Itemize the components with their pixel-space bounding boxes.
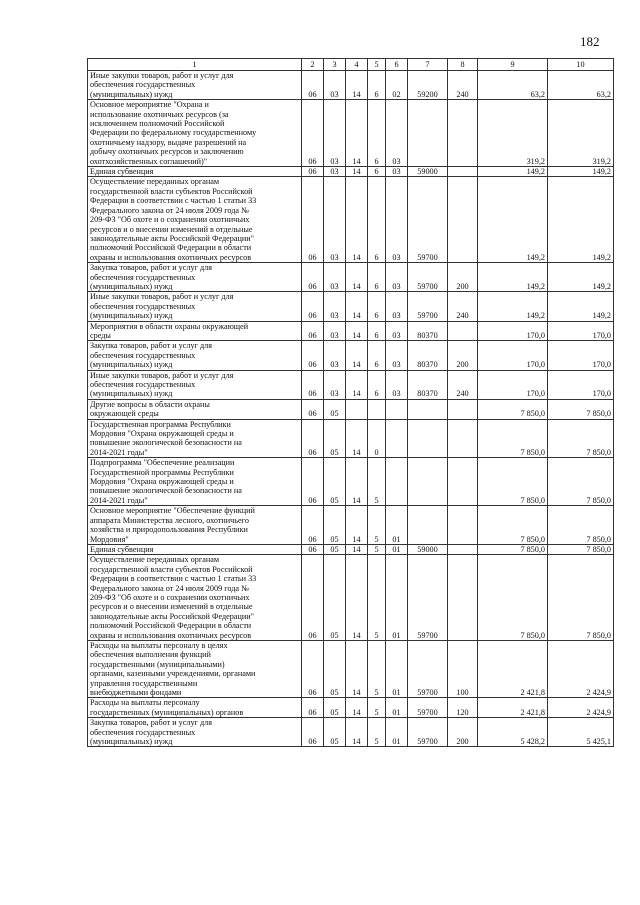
row-cell-col-5 — [368, 399, 386, 419]
row-name-cell: Иные закупки товаров, работ и услуг для обеспечения государственных (муниципальных) нужд — [88, 71, 302, 100]
row-cell-col-9: 2 421,8 — [478, 698, 548, 718]
table-row — [88, 506, 614, 545]
row-cell-col-8: 240 — [448, 71, 478, 100]
row-cell-col-2: 06 — [302, 458, 324, 506]
row-cell-col-9: 149,2 — [478, 292, 548, 321]
row-cell-col-4: 14 — [346, 341, 368, 370]
row-cell-col-6: 03 — [386, 100, 408, 167]
row-cell-col-6: 01 — [386, 544, 408, 554]
row-cell-col-2: 06 — [302, 698, 324, 718]
row-cell-col-4: 14 — [346, 100, 368, 167]
row-cell-col-6: 03 — [386, 321, 408, 341]
row-cell-col-4: 14 — [346, 177, 368, 263]
row-cell-col-10: 7 850,0 — [548, 399, 614, 419]
row-cell-col-8: 200 — [448, 263, 478, 292]
column-header-6: 6 — [386, 59, 408, 71]
row-cell-col-3: 05 — [324, 640, 346, 697]
row-cell-col-4: 14 — [346, 555, 368, 641]
table-row — [88, 640, 614, 697]
row-cell-col-6 — [386, 399, 408, 419]
row-cell-col-5: 6 — [368, 100, 386, 167]
row-cell-col-8 — [448, 544, 478, 554]
row-name-cell: Государственная программа Республики Мордовия "Охрана окружающей среды и повышение экологической безопасности на 2014-2021 годы" — [88, 419, 302, 458]
row-cell-col-9: 7 850,0 — [478, 419, 548, 458]
table-row — [88, 321, 614, 341]
table-row — [88, 399, 614, 419]
row-cell-col-2: 06 — [302, 555, 324, 641]
row-cell-col-9: 63,2 — [478, 71, 548, 100]
row-name-cell: Закупка товаров, работ и услуг для обеспечения государственных (муниципальных) нужд — [88, 341, 302, 370]
row-cell-col-7: 80370 — [408, 341, 448, 370]
row-cell-col-10: 2 424,9 — [548, 640, 614, 697]
row-cell-col-10: 149,2 — [548, 167, 614, 177]
row-cell-col-2: 06 — [302, 370, 324, 399]
row-cell-col-7: 59700 — [408, 640, 448, 697]
table-row — [88, 419, 614, 458]
row-cell-col-4: 14 — [346, 167, 368, 177]
row-cell-col-3: 03 — [324, 100, 346, 167]
row-cell-col-5: 6 — [368, 71, 386, 100]
row-name-cell: Единая субвенция — [88, 167, 302, 177]
row-cell-col-7: 59700 — [408, 718, 448, 747]
table-row — [88, 718, 614, 747]
row-cell-col-2: 06 — [302, 321, 324, 341]
row-cell-col-6: 01 — [386, 698, 408, 718]
row-cell-col-7: 59700 — [408, 177, 448, 263]
row-cell-col-7: 59200 — [408, 71, 448, 100]
row-cell-col-6: 01 — [386, 640, 408, 697]
row-cell-col-6: 03 — [386, 341, 408, 370]
column-header-1: 1 — [88, 59, 302, 71]
row-cell-col-9: 149,2 — [478, 167, 548, 177]
row-cell-col-5: 5 — [368, 555, 386, 641]
column-header-9: 9 — [478, 59, 548, 71]
row-cell-col-4: 14 — [346, 419, 368, 458]
row-cell-col-5: 6 — [368, 341, 386, 370]
row-cell-col-9: 149,2 — [478, 177, 548, 263]
row-cell-col-10: 170,0 — [548, 321, 614, 341]
row-cell-col-6: 01 — [386, 555, 408, 641]
row-cell-col-4: 14 — [346, 263, 368, 292]
row-cell-col-6 — [386, 458, 408, 506]
row-cell-col-2: 06 — [302, 292, 324, 321]
row-cell-col-8: 100 — [448, 640, 478, 697]
row-cell-col-6: 03 — [386, 167, 408, 177]
row-cell-col-4: 14 — [346, 71, 368, 100]
row-cell-col-9: 7 850,0 — [478, 555, 548, 641]
row-cell-col-9: 149,2 — [478, 263, 548, 292]
row-cell-col-3: 03 — [324, 263, 346, 292]
row-cell-col-7: 59700 — [408, 698, 448, 718]
row-name-cell: Закупка товаров, работ и услуг для обеспечения государственных (муниципальных) нужд — [88, 718, 302, 747]
row-cell-col-10: 149,2 — [548, 263, 614, 292]
row-cell-col-9: 170,0 — [478, 321, 548, 341]
row-name-cell: Основное мероприятие "Обеспечение функций аппарата Министерства лесного, охотничьего хозяйства и природопользования Республики Мордовия" — [88, 506, 302, 545]
row-cell-col-8: 120 — [448, 698, 478, 718]
row-cell-col-5: 5 — [368, 506, 386, 545]
page-number: 182 — [580, 34, 600, 49]
row-cell-col-10: 149,2 — [548, 292, 614, 321]
row-cell-col-3: 05 — [324, 555, 346, 641]
row-cell-col-7 — [408, 100, 448, 167]
row-cell-col-3: 03 — [324, 71, 346, 100]
row-cell-col-8: 200 — [448, 718, 478, 747]
row-cell-col-10: 2 424,9 — [548, 698, 614, 718]
row-cell-col-8 — [448, 458, 478, 506]
row-cell-col-6: 03 — [386, 292, 408, 321]
table-row — [88, 458, 614, 506]
row-cell-col-10: 7 850,0 — [548, 458, 614, 506]
row-cell-col-5: 5 — [368, 640, 386, 697]
row-cell-col-9: 170,0 — [478, 370, 548, 399]
row-name-cell: Мероприятия в области охраны окружающей среды — [88, 321, 302, 341]
budget-table — [87, 58, 614, 747]
row-name-cell: Осуществление переданных органам государственной власти субъектов Российской Федерации в соответствии с частью 1 статьи 33 Федерального закона от 24 июля 2009 года № 209-ФЗ "Об охоте и о сохранении охотничьих ресурсов и о внесении изменений в отдельные законодательные акты Российской Федерации" полномочий Российской Федерации в области охраны и использования охотничьих ресурсов — [88, 555, 302, 641]
row-cell-col-7: 59000 — [408, 544, 448, 554]
row-cell-col-8: 240 — [448, 292, 478, 321]
row-cell-col-10: 7 850,0 — [548, 506, 614, 545]
row-cell-col-2: 06 — [302, 718, 324, 747]
table-row — [88, 698, 614, 718]
table-row — [88, 71, 614, 100]
row-cell-col-10: 63,2 — [548, 71, 614, 100]
row-cell-col-7 — [408, 399, 448, 419]
row-name-cell: Расходы на выплаты персоналу государственных (муниципальных) органов — [88, 698, 302, 718]
row-cell-col-7: 80370 — [408, 321, 448, 341]
row-cell-col-3: 05 — [324, 458, 346, 506]
row-cell-col-10: 149,2 — [548, 177, 614, 263]
row-name-cell: Другие вопросы в области охраны окружающей среды — [88, 399, 302, 419]
row-cell-col-7: 59700 — [408, 555, 448, 641]
row-cell-col-6: 01 — [386, 506, 408, 545]
row-cell-col-4: 14 — [346, 640, 368, 697]
row-cell-col-5: 6 — [368, 292, 386, 321]
row-cell-col-4: 14 — [346, 370, 368, 399]
row-cell-col-6: 03 — [386, 263, 408, 292]
table-row — [88, 555, 614, 641]
row-cell-col-3: 05 — [324, 506, 346, 545]
row-cell-col-9: 7 850,0 — [478, 399, 548, 419]
row-cell-col-8 — [448, 100, 478, 167]
row-cell-col-2: 06 — [302, 506, 324, 545]
row-cell-col-2: 06 — [302, 177, 324, 263]
row-cell-col-8: 200 — [448, 341, 478, 370]
row-cell-col-5: 5 — [368, 718, 386, 747]
row-cell-col-9: 319,2 — [478, 100, 548, 167]
table-row — [88, 100, 614, 167]
row-cell-col-5: 6 — [368, 370, 386, 399]
row-cell-col-4 — [346, 399, 368, 419]
row-cell-col-4: 14 — [346, 506, 368, 545]
row-cell-col-5: 6 — [368, 263, 386, 292]
row-name-cell: Иные закупки товаров, работ и услуг для обеспечения государственных (муниципальных) нужд — [88, 292, 302, 321]
row-cell-col-7: 59700 — [408, 292, 448, 321]
row-cell-col-2: 06 — [302, 544, 324, 554]
row-name-cell: Подпрограмма "Обеспечение реализации Государственной программы Республики Мордовия "Охрана окружающей среды и повышение экологической безопасности на 2014-2021 годы" — [88, 458, 302, 506]
row-cell-col-5: 6 — [368, 167, 386, 177]
table-row — [88, 370, 614, 399]
column-header-7: 7 — [408, 59, 448, 71]
row-cell-col-7 — [408, 458, 448, 506]
row-cell-col-6: 03 — [386, 177, 408, 263]
row-cell-col-4: 14 — [346, 544, 368, 554]
row-cell-col-8: 240 — [448, 370, 478, 399]
row-name-cell: Расходы на выплаты персоналу в целях обеспечения выполнения функций государственными (муниципальными) органами, казенными учреждениями, органами управления государственными внебюджетными фондами — [88, 640, 302, 697]
row-cell-col-5: 0 — [368, 419, 386, 458]
row-cell-col-2: 06 — [302, 167, 324, 177]
column-header-5: 5 — [368, 59, 386, 71]
row-cell-col-7: 59700 — [408, 263, 448, 292]
row-cell-col-9: 5 428,2 — [478, 718, 548, 747]
row-cell-col-2: 06 — [302, 100, 324, 167]
row-cell-col-3: 05 — [324, 718, 346, 747]
row-cell-col-4: 14 — [346, 718, 368, 747]
table-row — [88, 167, 614, 177]
table-row — [88, 544, 614, 554]
row-cell-col-6: 01 — [386, 718, 408, 747]
row-cell-col-2: 06 — [302, 419, 324, 458]
row-cell-col-10: 170,0 — [548, 370, 614, 399]
row-cell-col-10: 7 850,0 — [548, 544, 614, 554]
row-cell-col-7: 80370 — [408, 370, 448, 399]
row-cell-col-9: 7 850,0 — [478, 544, 548, 554]
row-cell-col-5: 5 — [368, 698, 386, 718]
row-name-cell: Иные закупки товаров, работ и услуг для обеспечения государственных (муниципальных) нужд — [88, 370, 302, 399]
row-cell-col-5: 5 — [368, 458, 386, 506]
row-cell-col-3: 05 — [324, 698, 346, 718]
column-header-3: 3 — [324, 59, 346, 71]
row-cell-col-3: 05 — [324, 419, 346, 458]
row-cell-col-3: 03 — [324, 341, 346, 370]
row-cell-col-4: 14 — [346, 698, 368, 718]
row-cell-col-3: 03 — [324, 292, 346, 321]
row-cell-col-10: 319,2 — [548, 100, 614, 167]
row-cell-col-4: 14 — [346, 292, 368, 321]
column-header-8: 8 — [448, 59, 478, 71]
row-cell-col-3: 03 — [324, 370, 346, 399]
row-cell-col-2: 06 — [302, 263, 324, 292]
row-cell-col-4: 14 — [346, 321, 368, 341]
table-row — [88, 263, 614, 292]
row-cell-col-6: 02 — [386, 71, 408, 100]
column-header-4: 4 — [346, 59, 368, 71]
row-cell-col-8 — [448, 506, 478, 545]
row-cell-col-6 — [386, 419, 408, 458]
row-cell-col-3: 03 — [324, 321, 346, 341]
row-cell-col-5: 5 — [368, 544, 386, 554]
row-cell-col-3: 05 — [324, 399, 346, 419]
row-cell-col-9: 7 850,0 — [478, 506, 548, 545]
row-cell-col-8 — [448, 419, 478, 458]
row-cell-col-8 — [448, 167, 478, 177]
table-body — [88, 71, 614, 747]
row-name-cell: Закупка товаров, работ и услуг для обеспечения государственных (муниципальных) нужд — [88, 263, 302, 292]
row-cell-col-2: 06 — [302, 399, 324, 419]
row-cell-col-10: 5 425,1 — [548, 718, 614, 747]
row-cell-col-3: 03 — [324, 177, 346, 263]
row-cell-col-6: 03 — [386, 370, 408, 399]
row-cell-col-5: 6 — [368, 321, 386, 341]
table-row — [88, 292, 614, 321]
row-cell-col-7 — [408, 419, 448, 458]
row-cell-col-8 — [448, 555, 478, 641]
row-cell-col-8 — [448, 321, 478, 341]
column-header-2: 2 — [302, 59, 324, 71]
row-name-cell: Основное мероприятие "Охрана и использование охотничьих ресурсов (за исключением полномочий Российской Федерации по федеральному государственному охотничьему надзору, выдаче разрешений на добычу охотничьих ресурсов и заключению охотхозяйственных соглашений)" — [88, 100, 302, 167]
table-row — [88, 341, 614, 370]
row-cell-col-3: 05 — [324, 544, 346, 554]
row-cell-col-10: 7 850,0 — [548, 419, 614, 458]
row-name-cell: Осуществление переданных органам государственной власти субъектов Российской Федерации в соответствии с частью 1 статьи 33 Федерального закона от 24 июля 2009 года № 209-ФЗ "Об охоте и о сохранении охотничьих ресурсов и о внесении изменений в отдельные законодательные акты Российской Федерации" полномочий Российской Федерации в области охраны и использования охотничьих ресурсов — [88, 177, 302, 263]
row-cell-col-8 — [448, 177, 478, 263]
row-name-cell: Единая субвенция — [88, 544, 302, 554]
row-cell-col-2: 06 — [302, 341, 324, 370]
row-cell-col-9: 170,0 — [478, 341, 548, 370]
row-cell-col-5: 6 — [368, 177, 386, 263]
row-cell-col-3: 03 — [324, 167, 346, 177]
row-cell-col-4: 14 — [346, 458, 368, 506]
row-cell-col-10: 170,0 — [548, 341, 614, 370]
row-cell-col-10: 7 850,0 — [548, 555, 614, 641]
column-header-10: 10 — [548, 59, 614, 71]
row-cell-col-7 — [408, 506, 448, 545]
row-cell-col-8 — [448, 399, 478, 419]
row-cell-col-7: 59000 — [408, 167, 448, 177]
row-cell-col-2: 06 — [302, 71, 324, 100]
row-cell-col-9: 2 421,8 — [478, 640, 548, 697]
table-row — [88, 177, 614, 263]
table-header-row — [88, 59, 614, 71]
row-cell-col-9: 7 850,0 — [478, 458, 548, 506]
row-cell-col-2: 06 — [302, 640, 324, 697]
